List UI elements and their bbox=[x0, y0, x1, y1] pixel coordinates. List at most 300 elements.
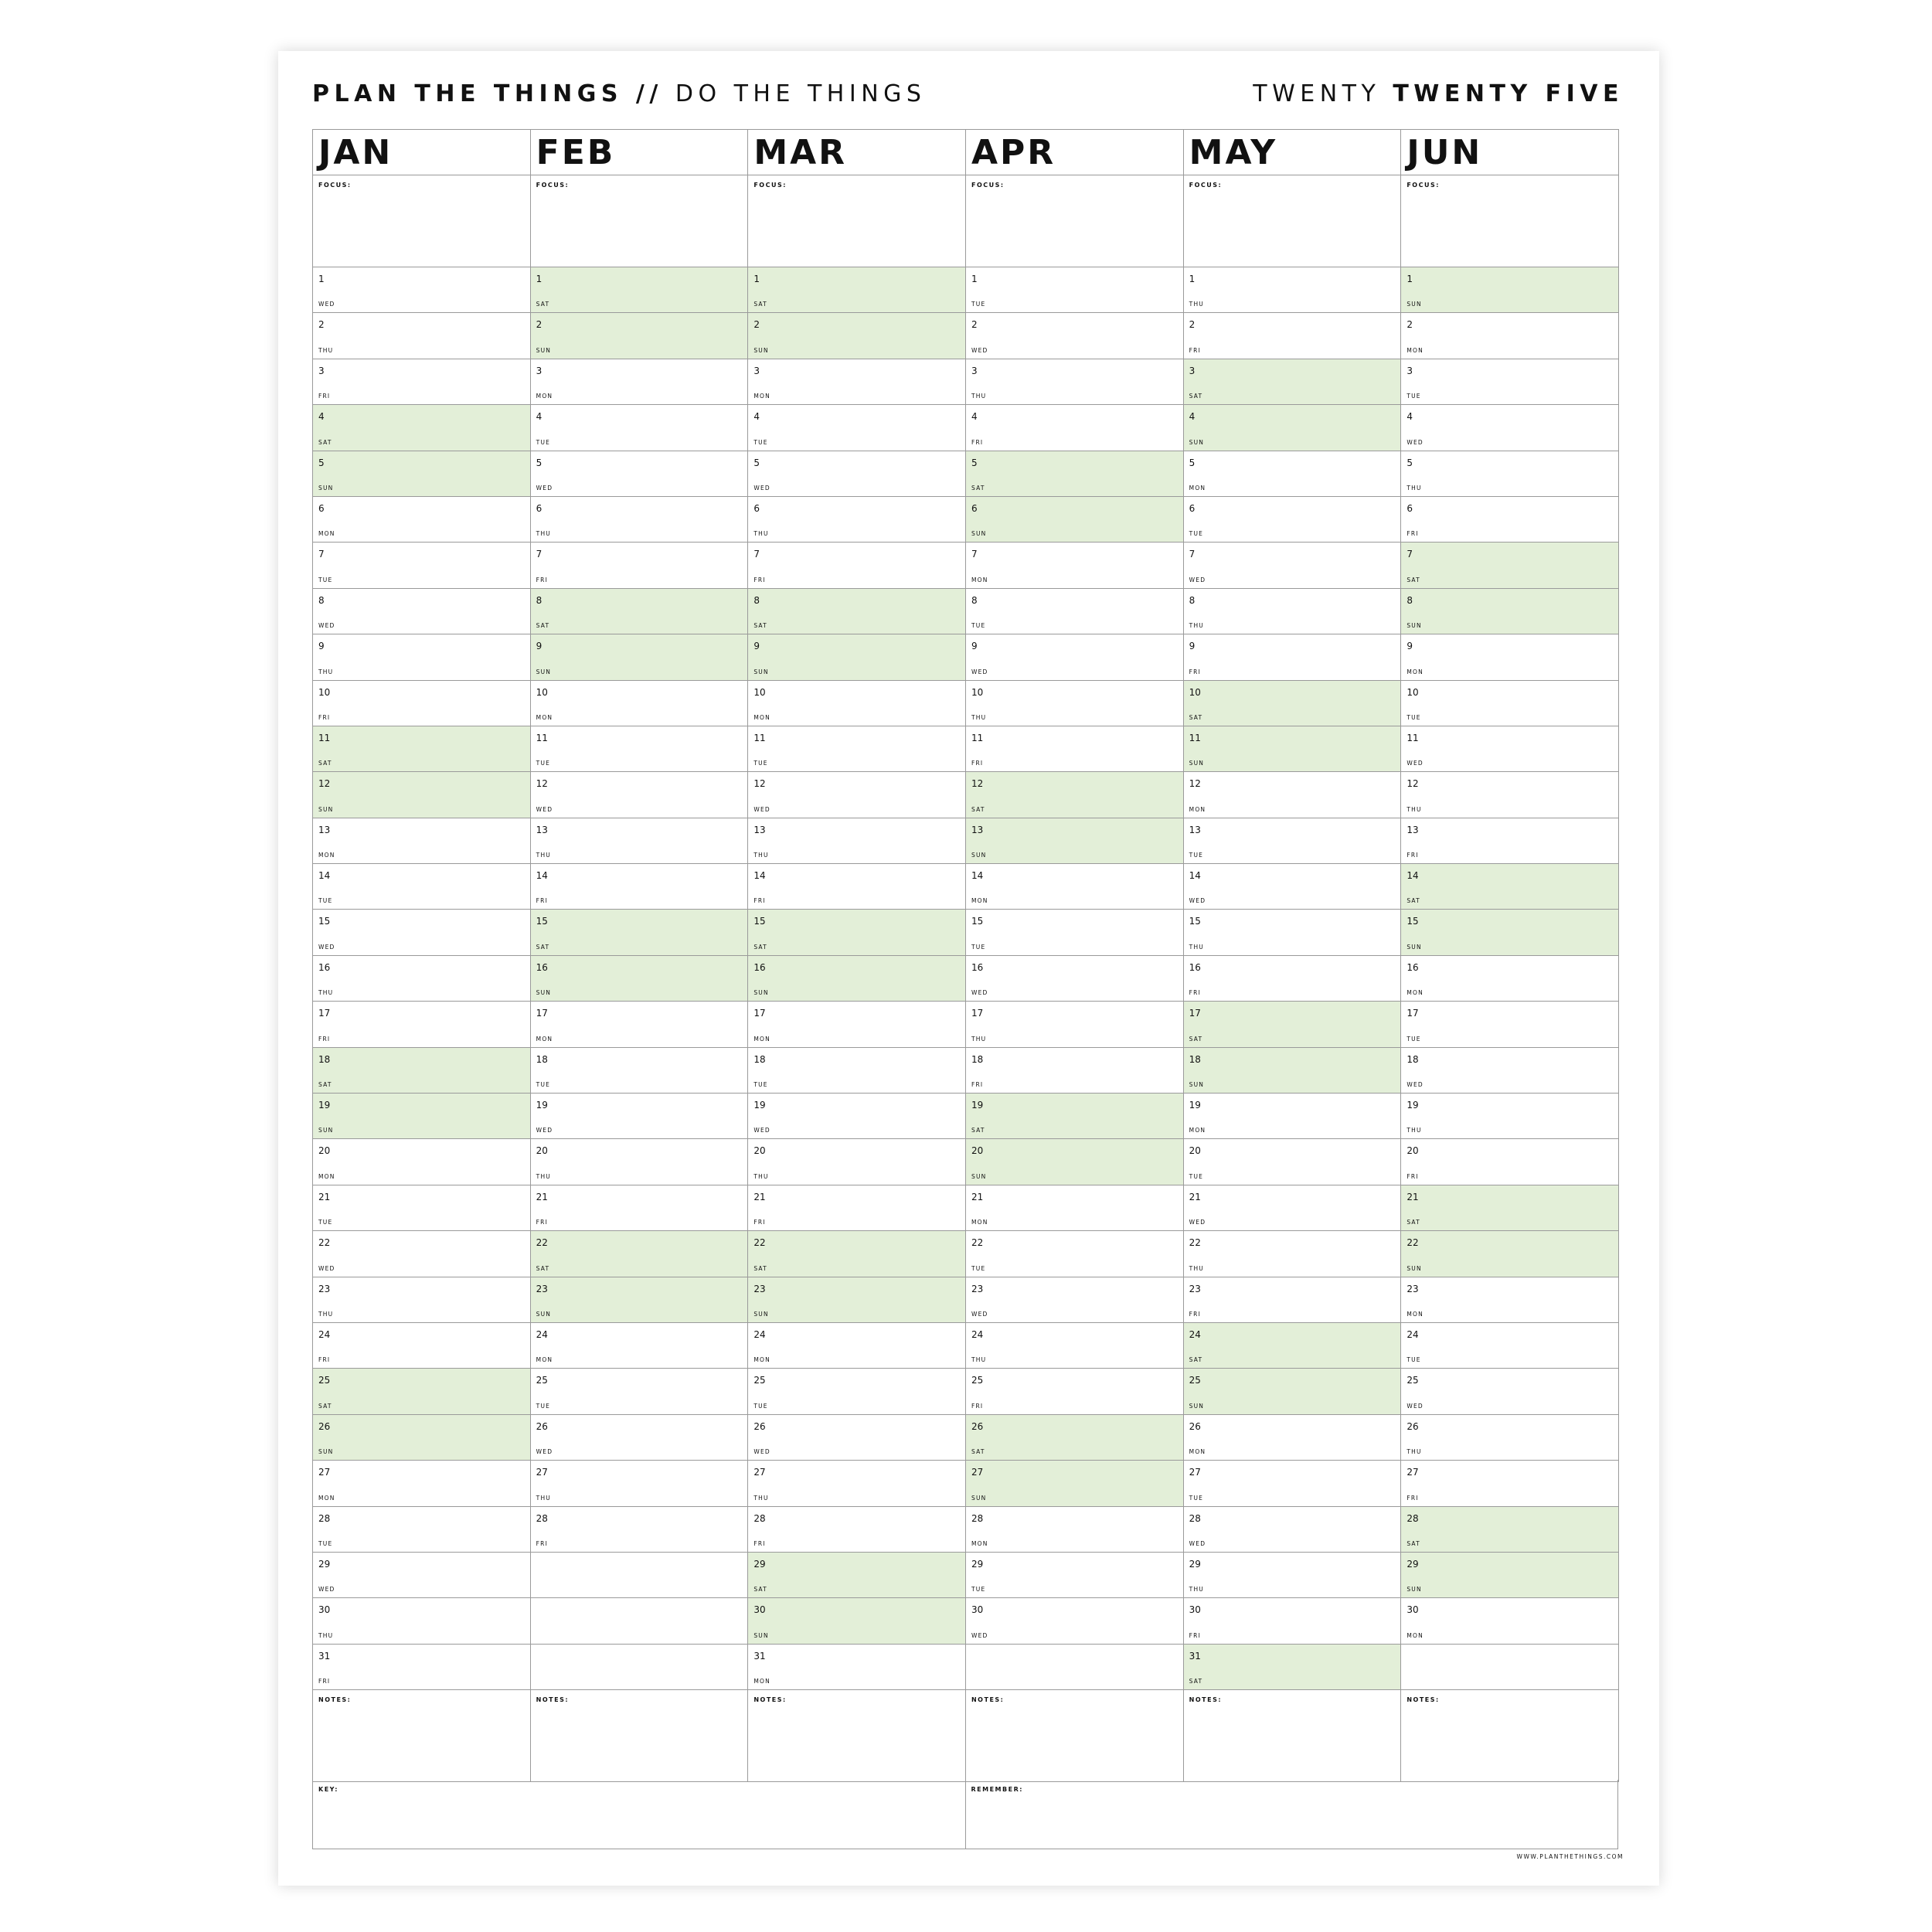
day-name: TUE bbox=[318, 1539, 333, 1547]
day-cell[interactable] bbox=[966, 1139, 1184, 1185]
day-number: 12 bbox=[1406, 778, 1419, 790]
day-cell[interactable] bbox=[531, 864, 749, 910]
day-cell[interactable] bbox=[748, 818, 966, 864]
day-cell[interactable] bbox=[966, 1231, 1184, 1277]
day-cell[interactable] bbox=[1184, 359, 1402, 405]
day-cell[interactable] bbox=[531, 910, 749, 955]
day-cell[interactable] bbox=[748, 313, 966, 359]
day-cell[interactable] bbox=[531, 405, 749, 451]
day-cell[interactable] bbox=[966, 1002, 1184, 1047]
day-cell[interactable] bbox=[1401, 864, 1619, 910]
day-name: TUE bbox=[753, 760, 768, 767]
day-cell[interactable] bbox=[966, 726, 1184, 772]
day-name: THU bbox=[753, 530, 769, 538]
day-cell[interactable] bbox=[531, 359, 749, 405]
day-cell[interactable] bbox=[966, 818, 1184, 864]
day-name: SUN bbox=[753, 989, 769, 997]
day-cell[interactable] bbox=[748, 359, 966, 405]
day-cell[interactable] bbox=[1184, 405, 1402, 451]
day-number: 6 bbox=[1406, 502, 1413, 514]
day-name: TUE bbox=[971, 943, 986, 951]
focus-box[interactable] bbox=[531, 175, 749, 267]
day-cell[interactable] bbox=[748, 1094, 966, 1139]
day-name: TUE bbox=[536, 760, 551, 767]
day-cell[interactable] bbox=[313, 1553, 531, 1598]
day-name: SAT bbox=[536, 622, 550, 630]
day-number: 29 bbox=[753, 1558, 766, 1570]
day-cell[interactable] bbox=[1401, 956, 1619, 1002]
day-cell[interactable] bbox=[531, 681, 749, 726]
day-cell[interactable] bbox=[313, 1461, 531, 1506]
day-cell[interactable] bbox=[966, 405, 1184, 451]
day-name: THU bbox=[971, 1035, 987, 1043]
day-cell[interactable] bbox=[1184, 864, 1402, 910]
day-cell[interactable] bbox=[966, 589, 1184, 634]
focus-label: FOCUS: bbox=[1406, 182, 1440, 189]
day-number: 2 bbox=[318, 319, 325, 331]
day-cell[interactable] bbox=[748, 1139, 966, 1185]
day-cell[interactable] bbox=[966, 267, 1184, 313]
day-cell[interactable] bbox=[1401, 313, 1619, 359]
day-cell[interactable] bbox=[1401, 543, 1619, 588]
day-cell[interactable] bbox=[313, 267, 531, 313]
day-name: MON bbox=[318, 1494, 335, 1502]
day-cell[interactable] bbox=[748, 267, 966, 313]
day-number: 9 bbox=[971, 641, 978, 652]
day-cell[interactable] bbox=[1401, 267, 1619, 313]
day-name: MON bbox=[536, 713, 553, 721]
day-cell[interactable] bbox=[966, 956, 1184, 1002]
notes-label: NOTES: bbox=[1189, 1696, 1223, 1704]
day-cell[interactable] bbox=[748, 634, 966, 680]
day-cell[interactable] bbox=[313, 1507, 531, 1553]
day-cell[interactable] bbox=[531, 313, 749, 359]
day-number: 30 bbox=[1189, 1604, 1201, 1616]
day-number: 29 bbox=[1406, 1558, 1419, 1570]
day-name: FRI bbox=[1406, 852, 1419, 859]
day-number: 14 bbox=[971, 870, 984, 882]
day-cell[interactable] bbox=[748, 543, 966, 588]
day-number: 11 bbox=[971, 732, 984, 743]
day-cell[interactable] bbox=[1184, 956, 1402, 1002]
day-cell[interactable] bbox=[313, 497, 531, 543]
day-cell[interactable] bbox=[748, 726, 966, 772]
day-number: 10 bbox=[536, 686, 548, 698]
day-cell[interactable] bbox=[748, 1369, 966, 1414]
day-cell[interactable] bbox=[1401, 1369, 1619, 1414]
day-cell[interactable] bbox=[748, 1415, 966, 1461]
day-cell[interactable] bbox=[1184, 818, 1402, 864]
day-cell[interactable] bbox=[1184, 1231, 1402, 1277]
day-cell[interactable] bbox=[966, 313, 1184, 359]
day-cell[interactable] bbox=[1184, 1323, 1402, 1369]
day-cell[interactable] bbox=[748, 1645, 966, 1690]
day-cell[interactable] bbox=[1184, 910, 1402, 955]
day-number: 18 bbox=[536, 1053, 548, 1065]
focus-label: FOCUS: bbox=[971, 182, 1005, 189]
day-number: 16 bbox=[753, 961, 766, 973]
day-cell[interactable] bbox=[313, 1048, 531, 1094]
day-cell[interactable] bbox=[313, 589, 531, 634]
day-name: WED bbox=[1406, 438, 1423, 446]
day-number: 1 bbox=[753, 274, 760, 284]
day-cell[interactable] bbox=[1184, 1277, 1402, 1323]
day-cell[interactable] bbox=[1184, 1598, 1402, 1644]
day-cell[interactable] bbox=[748, 589, 966, 634]
notes-box[interactable] bbox=[1184, 1690, 1402, 1782]
empty-cell bbox=[966, 1645, 1184, 1690]
day-cell[interactable] bbox=[1184, 1002, 1402, 1047]
notes-box[interactable] bbox=[1401, 1690, 1619, 1782]
day-cell[interactable] bbox=[1401, 589, 1619, 634]
day-cell[interactable] bbox=[1401, 1415, 1619, 1461]
day-cell[interactable] bbox=[1401, 1323, 1619, 1369]
day-cell[interactable] bbox=[313, 1185, 531, 1231]
day-cell[interactable] bbox=[966, 1369, 1184, 1414]
day-cell[interactable] bbox=[1184, 772, 1402, 818]
day-name: WED bbox=[536, 1127, 553, 1134]
day-number: 16 bbox=[536, 961, 548, 973]
day-name: TUE bbox=[1189, 1172, 1204, 1180]
day-cell[interactable] bbox=[1401, 1048, 1619, 1094]
day-name: FRI bbox=[318, 1356, 331, 1364]
day-cell[interactable] bbox=[313, 1598, 531, 1644]
day-cell[interactable] bbox=[1401, 451, 1619, 497]
day-cell[interactable] bbox=[966, 1185, 1184, 1231]
day-number: 22 bbox=[971, 1237, 984, 1249]
day-cell[interactable] bbox=[1401, 818, 1619, 864]
day-number: 18 bbox=[1189, 1053, 1201, 1065]
day-cell[interactable] bbox=[313, 451, 531, 497]
day-name: SUN bbox=[536, 346, 552, 354]
day-cell[interactable] bbox=[748, 1461, 966, 1506]
day-cell[interactable] bbox=[748, 772, 966, 818]
day-cell[interactable] bbox=[748, 1598, 966, 1644]
day-name: TUE bbox=[536, 1081, 551, 1089]
footer-boxes bbox=[312, 1780, 1618, 1849]
day-cell[interactable] bbox=[1184, 1461, 1402, 1506]
day-number: 12 bbox=[536, 778, 548, 790]
day-name: SUN bbox=[536, 1310, 552, 1318]
day-name: WED bbox=[971, 668, 988, 675]
day-name: THU bbox=[318, 989, 334, 997]
day-name: WED bbox=[1406, 1402, 1423, 1410]
day-number: 5 bbox=[1406, 457, 1413, 468]
day-cell[interactable] bbox=[313, 1002, 531, 1047]
day-name: FRI bbox=[971, 1081, 984, 1089]
day-number: 6 bbox=[318, 502, 325, 514]
day-cell[interactable] bbox=[531, 1507, 749, 1553]
day-cell[interactable] bbox=[531, 956, 749, 1002]
day-number: 15 bbox=[1189, 916, 1201, 927]
day-name: TUE bbox=[536, 1402, 551, 1410]
day-number: 2 bbox=[1406, 319, 1413, 331]
day-name: FRI bbox=[753, 576, 766, 583]
day-cell[interactable] bbox=[313, 1139, 531, 1185]
day-cell[interactable] bbox=[1401, 405, 1619, 451]
day-cell[interactable] bbox=[313, 910, 531, 955]
day-cell[interactable] bbox=[1401, 1553, 1619, 1598]
day-cell[interactable] bbox=[966, 1553, 1184, 1598]
day-cell[interactable] bbox=[966, 772, 1184, 818]
day-cell[interactable] bbox=[966, 1415, 1184, 1461]
focus-box[interactable] bbox=[1401, 175, 1619, 267]
day-cell[interactable] bbox=[313, 864, 531, 910]
day-cell[interactable] bbox=[531, 772, 749, 818]
day-name: SUN bbox=[1406, 1586, 1422, 1594]
day-cell[interactable] bbox=[313, 1231, 531, 1277]
day-name: MON bbox=[971, 897, 988, 905]
day-cell[interactable] bbox=[748, 1002, 966, 1047]
day-cell[interactable] bbox=[1401, 1598, 1619, 1644]
day-cell[interactable] bbox=[1184, 543, 1402, 588]
day-cell[interactable] bbox=[1184, 1507, 1402, 1553]
day-cell[interactable] bbox=[531, 267, 749, 313]
focus-box[interactable] bbox=[748, 175, 966, 267]
day-cell[interactable] bbox=[966, 451, 1184, 497]
day-cell[interactable] bbox=[531, 1369, 749, 1414]
day-name: FRI bbox=[318, 1678, 331, 1685]
day-name: THU bbox=[1189, 622, 1204, 630]
day-cell[interactable] bbox=[1184, 1185, 1402, 1231]
day-cell[interactable] bbox=[313, 634, 531, 680]
day-name: MON bbox=[753, 393, 770, 400]
day-cell[interactable] bbox=[966, 1598, 1184, 1644]
day-cell[interactable] bbox=[1184, 1645, 1402, 1690]
day-cell[interactable] bbox=[1401, 634, 1619, 680]
day-cell[interactable] bbox=[748, 1231, 966, 1277]
day-name: TUE bbox=[1406, 393, 1421, 400]
day-number: 10 bbox=[971, 686, 984, 698]
day-name: FRI bbox=[971, 760, 984, 767]
day-cell[interactable] bbox=[313, 1323, 531, 1369]
day-number: 4 bbox=[318, 411, 325, 423]
day-cell[interactable] bbox=[1184, 726, 1402, 772]
day-cell[interactable] bbox=[313, 313, 531, 359]
day-cell[interactable] bbox=[1184, 1048, 1402, 1094]
day-cell[interactable] bbox=[531, 1277, 749, 1323]
day-cell[interactable] bbox=[531, 1002, 749, 1047]
day-cell[interactable] bbox=[748, 451, 966, 497]
day-number: 18 bbox=[753, 1053, 766, 1065]
day-cell[interactable] bbox=[531, 1094, 749, 1139]
day-cell[interactable] bbox=[1184, 313, 1402, 359]
day-cell[interactable] bbox=[1401, 726, 1619, 772]
day-cell[interactable] bbox=[531, 818, 749, 864]
day-cell[interactable] bbox=[966, 1507, 1184, 1553]
day-name: SUN bbox=[1406, 622, 1422, 630]
day-cell[interactable] bbox=[313, 772, 531, 818]
day-cell[interactable] bbox=[966, 864, 1184, 910]
day-name: WED bbox=[971, 1631, 988, 1639]
year-bold: TWENTY FIVE bbox=[1393, 80, 1624, 107]
focus-box[interactable] bbox=[1184, 175, 1402, 267]
day-cell[interactable] bbox=[1184, 1553, 1402, 1598]
day-cell[interactable] bbox=[531, 1185, 749, 1231]
day-cell[interactable] bbox=[313, 818, 531, 864]
day-cell[interactable] bbox=[313, 681, 531, 726]
day-cell[interactable] bbox=[966, 497, 1184, 543]
day-number: 21 bbox=[318, 1191, 331, 1202]
day-cell[interactable] bbox=[531, 1231, 749, 1277]
day-name: WED bbox=[318, 1586, 335, 1594]
day-cell[interactable] bbox=[1401, 497, 1619, 543]
day-cell[interactable] bbox=[531, 589, 749, 634]
notes-box[interactable] bbox=[313, 1690, 531, 1782]
day-name: SUN bbox=[536, 668, 552, 675]
day-number: 9 bbox=[1189, 641, 1196, 652]
day-number: 5 bbox=[753, 457, 760, 468]
day-cell[interactable] bbox=[1401, 1002, 1619, 1047]
day-cell[interactable] bbox=[748, 864, 966, 910]
key-label: KEY: bbox=[318, 1786, 338, 1793]
day-cell[interactable] bbox=[531, 1415, 749, 1461]
day-cell[interactable] bbox=[748, 497, 966, 543]
day-cell[interactable] bbox=[313, 359, 531, 405]
day-cell[interactable] bbox=[313, 1415, 531, 1461]
day-name: MON bbox=[318, 852, 335, 859]
key-box[interactable] bbox=[313, 1780, 966, 1849]
day-name: TUE bbox=[1189, 1494, 1204, 1502]
day-name: FRI bbox=[1189, 668, 1201, 675]
day-cell[interactable] bbox=[1401, 1094, 1619, 1139]
empty-cell bbox=[1401, 1645, 1619, 1690]
day-cell[interactable] bbox=[531, 726, 749, 772]
day-cell[interactable] bbox=[1401, 1185, 1619, 1231]
day-name: WED bbox=[536, 805, 553, 813]
day-cell[interactable] bbox=[1401, 1231, 1619, 1277]
day-cell[interactable] bbox=[966, 1323, 1184, 1369]
day-name: THU bbox=[536, 852, 551, 859]
day-number: 1 bbox=[536, 274, 543, 284]
day-cell[interactable] bbox=[531, 543, 749, 588]
day-number: 24 bbox=[1189, 1328, 1201, 1340]
day-cell[interactable] bbox=[313, 405, 531, 451]
day-cell[interactable] bbox=[966, 543, 1184, 588]
day-cell[interactable] bbox=[1401, 681, 1619, 726]
day-cell[interactable] bbox=[1401, 1461, 1619, 1506]
day-cell[interactable] bbox=[748, 1185, 966, 1231]
day-number: 21 bbox=[753, 1191, 766, 1202]
day-cell[interactable] bbox=[1184, 589, 1402, 634]
day-cell[interactable] bbox=[748, 1553, 966, 1598]
day-cell[interactable] bbox=[748, 1507, 966, 1553]
day-cell[interactable] bbox=[1401, 359, 1619, 405]
day-cell[interactable] bbox=[1184, 267, 1402, 313]
day-cell[interactable] bbox=[1184, 1415, 1402, 1461]
day-number: 21 bbox=[1189, 1191, 1201, 1202]
day-number: 28 bbox=[1189, 1512, 1201, 1524]
day-name: THU bbox=[1189, 943, 1204, 951]
day-cell[interactable] bbox=[313, 956, 531, 1002]
day-cell[interactable] bbox=[531, 1323, 749, 1369]
day-name: WED bbox=[1406, 1081, 1423, 1089]
focus-box[interactable] bbox=[313, 175, 531, 267]
day-name: SAT bbox=[318, 438, 332, 446]
day-cell[interactable] bbox=[531, 451, 749, 497]
day-cell[interactable] bbox=[1184, 681, 1402, 726]
day-cell[interactable] bbox=[1401, 772, 1619, 818]
day-cell[interactable] bbox=[313, 1369, 531, 1414]
day-cell[interactable] bbox=[748, 1277, 966, 1323]
day-cell[interactable] bbox=[966, 1277, 1184, 1323]
day-cell[interactable] bbox=[748, 956, 966, 1002]
day-cell[interactable] bbox=[748, 910, 966, 955]
day-cell[interactable] bbox=[313, 543, 531, 588]
day-cell[interactable] bbox=[1401, 1139, 1619, 1185]
day-name: FRI bbox=[1189, 346, 1201, 354]
day-cell[interactable] bbox=[966, 359, 1184, 405]
day-name: MON bbox=[536, 1035, 553, 1043]
day-cell[interactable] bbox=[531, 1461, 749, 1506]
day-cell[interactable] bbox=[531, 1139, 749, 1185]
day-number: 19 bbox=[1406, 1100, 1419, 1111]
day-name: FRI bbox=[536, 1539, 548, 1547]
day-cell[interactable] bbox=[1184, 1139, 1402, 1185]
day-cell[interactable] bbox=[1401, 1507, 1619, 1553]
notes-box[interactable] bbox=[531, 1690, 749, 1782]
day-name: FRI bbox=[536, 897, 548, 905]
year-light: TWENTY bbox=[1253, 80, 1381, 107]
day-cell[interactable] bbox=[313, 726, 531, 772]
day-cell[interactable] bbox=[966, 1094, 1184, 1139]
day-cell[interactable] bbox=[531, 1048, 749, 1094]
day-name: SAT bbox=[1189, 1035, 1203, 1043]
day-cell[interactable] bbox=[1184, 451, 1402, 497]
notes-box[interactable] bbox=[966, 1690, 1184, 1782]
day-number: 19 bbox=[536, 1100, 548, 1111]
day-name: THU bbox=[318, 1310, 334, 1318]
day-cell[interactable] bbox=[966, 681, 1184, 726]
day-number: 27 bbox=[536, 1467, 548, 1478]
day-number: 7 bbox=[1406, 549, 1413, 560]
day-cell[interactable] bbox=[966, 1048, 1184, 1094]
day-name: TUE bbox=[971, 622, 986, 630]
day-cell[interactable] bbox=[1184, 497, 1402, 543]
day-cell[interactable] bbox=[313, 1094, 531, 1139]
day-number: 14 bbox=[536, 870, 548, 882]
day-name: SUN bbox=[971, 1494, 987, 1502]
day-cell[interactable] bbox=[748, 1323, 966, 1369]
day-cell[interactable] bbox=[748, 405, 966, 451]
day-cell[interactable] bbox=[748, 681, 966, 726]
day-number: 17 bbox=[318, 1008, 331, 1019]
day-cell[interactable] bbox=[531, 497, 749, 543]
day-cell[interactable] bbox=[313, 1645, 531, 1690]
day-cell[interactable] bbox=[966, 1461, 1184, 1506]
day-number: 13 bbox=[318, 824, 331, 835]
day-cell[interactable] bbox=[1401, 910, 1619, 955]
day-cell[interactable] bbox=[966, 910, 1184, 955]
day-cell[interactable] bbox=[966, 634, 1184, 680]
remember-box[interactable] bbox=[966, 1780, 1619, 1849]
day-cell[interactable] bbox=[1401, 1277, 1619, 1323]
notes-box[interactable] bbox=[748, 1690, 966, 1782]
day-number: 5 bbox=[1189, 457, 1196, 468]
day-cell[interactable] bbox=[1184, 1094, 1402, 1139]
day-cell[interactable] bbox=[1184, 634, 1402, 680]
day-cell[interactable] bbox=[313, 1277, 531, 1323]
day-cell[interactable] bbox=[748, 1048, 966, 1094]
day-number: 4 bbox=[971, 411, 978, 423]
day-cell[interactable] bbox=[531, 634, 749, 680]
day-number: 18 bbox=[1406, 1053, 1419, 1065]
day-cell[interactable] bbox=[1184, 1369, 1402, 1414]
day-number: 19 bbox=[318, 1100, 331, 1111]
day-name: WED bbox=[1189, 897, 1206, 905]
day-number: 2 bbox=[753, 319, 760, 331]
focus-box[interactable] bbox=[966, 175, 1184, 267]
